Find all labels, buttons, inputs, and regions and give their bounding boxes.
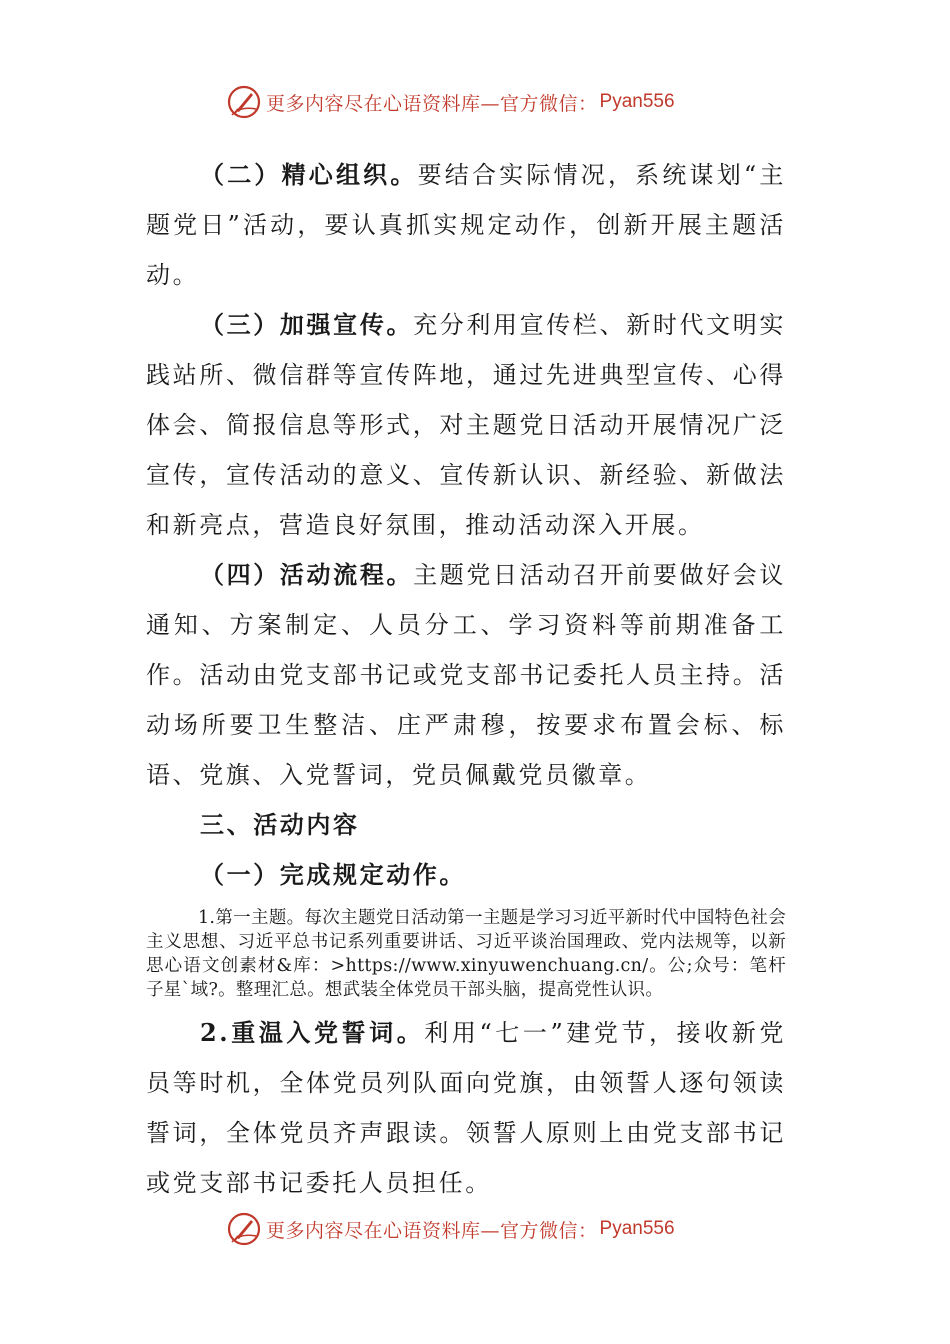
watermark-wechat-id: Pyan556 [599,1218,675,1239]
section-heading-activities: 三、活动内容 [200,810,360,839]
item-first-theme: 1.第一主题。每次主题党日活动第一主题是学习习近平新时代中国特色社会主义思想、习近平总书记系列重要讲话、习近平谈治国理政、党内法规等，以新思心语文创素材&库：>https://www.xinyuwenchuang.cn/。公;众号：笔杆子星`域?。整理汇总。想武装全体党员干部头脑，提高党性认识。 [146,908,786,1000]
paragraph-oath-body: 利用“七一”建党节，接收新党员等时机，全体党员列队面向党旗，由领誓人逐句领读誓词，全体党员齐声跟读。领誓人原则上由党支部书记或党支部书记委托人员担任。 [146,1019,786,1197]
watermark-text: 更多内容尽在心语资料库—官方微信： [266,92,598,115]
quill-logo-icon [226,1211,262,1247]
paragraph-organize [146,150,786,300]
subsection-heading-required: （一）完成规定动作。 [200,860,466,889]
paragraph-process-body: 主题党日活动召开前要做好会议通知、方案制定、人员分工、学习资料等前期准备工作。活动由党支部书记或党支部书记委托人员主持。活动场所要卫生整洁、庄严肃穆，按要求布置会标、标语、党旗、入党誓词，党员佩戴党员徽章。 [146,561,786,789]
paragraph-process-title: （四）活动流程。 [200,560,414,589]
paragraph-publicity-title: （三）加强宣传。 [200,310,414,339]
document-body [146,150,786,1208]
paragraph-publicity [146,300,786,550]
watermark-banner-bottom [226,1209,675,1249]
watermark-text: 更多内容尽在心语资料库—官方微信： [266,1219,598,1242]
paragraph-organize-title: （二）精心组织。 [200,160,418,189]
watermark-wechat-id: Pyan556 [599,91,675,112]
paragraph-publicity-body: 充分利用宣传栏、新时代文明实践站所、微信群等宣传阵地，通过先进典型宣传、心得体会、简报信息等形式，对主题党日活动开展情况广泛宣传，宣传活动的意义、宣传新认识、新经验、新做法和新亮点，营造良好氛围，推动活动深入开展。 [146,311,786,539]
watermark-banner-top [226,82,675,122]
paragraph-oath [146,1008,786,1208]
quill-logo-icon [226,84,262,120]
paragraph-organize-body: 要结合实际情况，系统谋划“主题党日”活动，要认真抓实规定动作，创新开展主题活动。 [146,161,786,289]
paragraph-process [146,550,786,800]
paragraph-oath-title: 2.重温入党誓词。 [200,1018,425,1047]
